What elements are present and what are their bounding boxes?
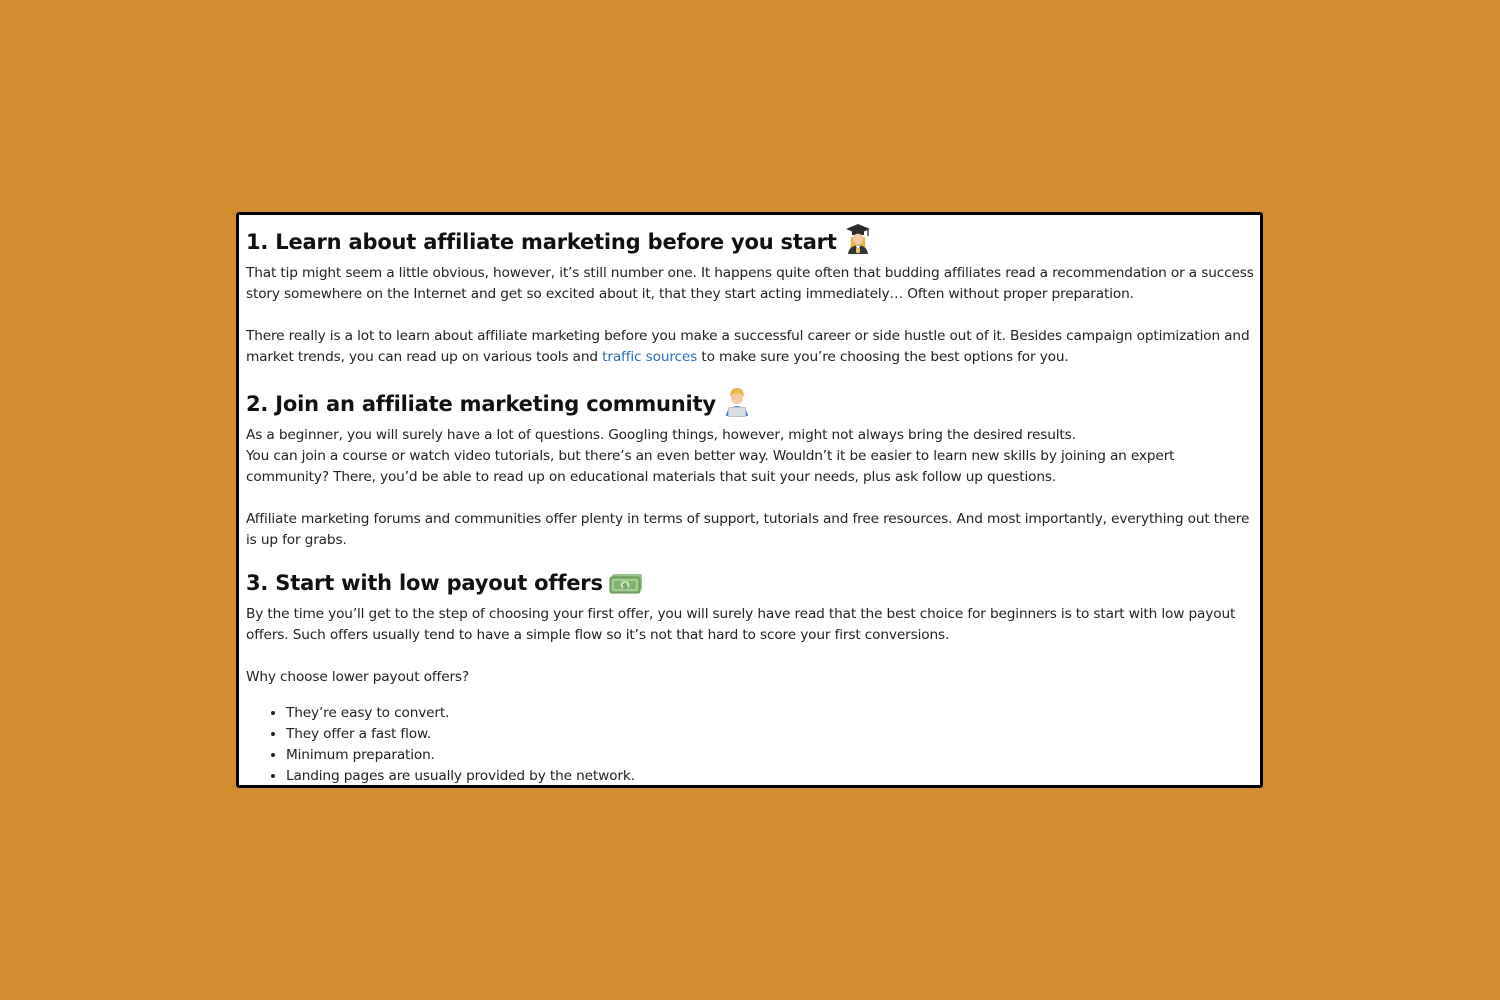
list-item: • Landing pages are usually provided by the network. xyxy=(286,766,1260,787)
section-3-paragraph-1: By the time you’ll get to the step of choosing your first offer, you will surely have read that the best choice for beginners is to start with low payout offers. Such offers usually tend to have a simple flow so it’s not that hard to score your first conversions. xyxy=(246,606,1236,643)
section-2-paragraph-2: You can join a course or watch video tutorials, but there’s an even better way. Wouldn’t it be easier to learn new skills by joining an expert community? There, you’d be able to read up on educational materials that suit your needs, plus ask follow up questions. xyxy=(246,448,1175,485)
section-heading-3: 3. Start with low payout offers $ xyxy=(246,568,1260,604)
section-1-paragraph-1: That tip might seem a little obvious, however, it’s still number one. It happens quite often that budding affiliates read a recommendation or a success story somewhere on the Internet and get so excited about it, that they start acting immediately… Often without proper preparation. xyxy=(246,265,1254,302)
list-item: • They offer a fast flow. xyxy=(286,724,1260,745)
section-2-paragraph-1: As a beginner, you will surely have a lot of questions. Googling things, however, might not always bring the desired results. xyxy=(246,427,1076,443)
technologist-emoji-icon xyxy=(722,385,752,425)
dollar-banknote-emoji-icon xyxy=(609,572,643,604)
section-3-paragraph-2: Why choose lower payout offers? xyxy=(246,669,470,685)
list-item: • Minimum preparation. xyxy=(286,745,1260,766)
section-heading-2: 2. Join an affiliate marketing community xyxy=(246,385,1260,425)
list-item: • They’re easy to convert. xyxy=(286,703,1260,724)
section-1-paragraph-2: There really is a lot to learn about affiliate marketing before you make a successful career or side hustle out of it. Besides campaign optimization and market trends, you can read up on various tools and traffic sources to make sure you’re choosing the best options for you. xyxy=(246,328,1250,365)
article-card xyxy=(236,212,1263,788)
section-2-paragraph-3: Affiliate marketing forums and communities offer plenty in terms of support, tutorials and free resources. And most importantly, everything out there is up for grabs. xyxy=(246,511,1250,548)
graduate-emoji-icon xyxy=(843,223,873,263)
traffic-sources-link[interactable]: traffic sources xyxy=(602,349,698,365)
svg-text:$: $ xyxy=(622,581,628,591)
section-heading-1: 1. Learn about affiliate marketing before you start xyxy=(246,223,1260,263)
payout-reasons-list xyxy=(246,703,1260,787)
